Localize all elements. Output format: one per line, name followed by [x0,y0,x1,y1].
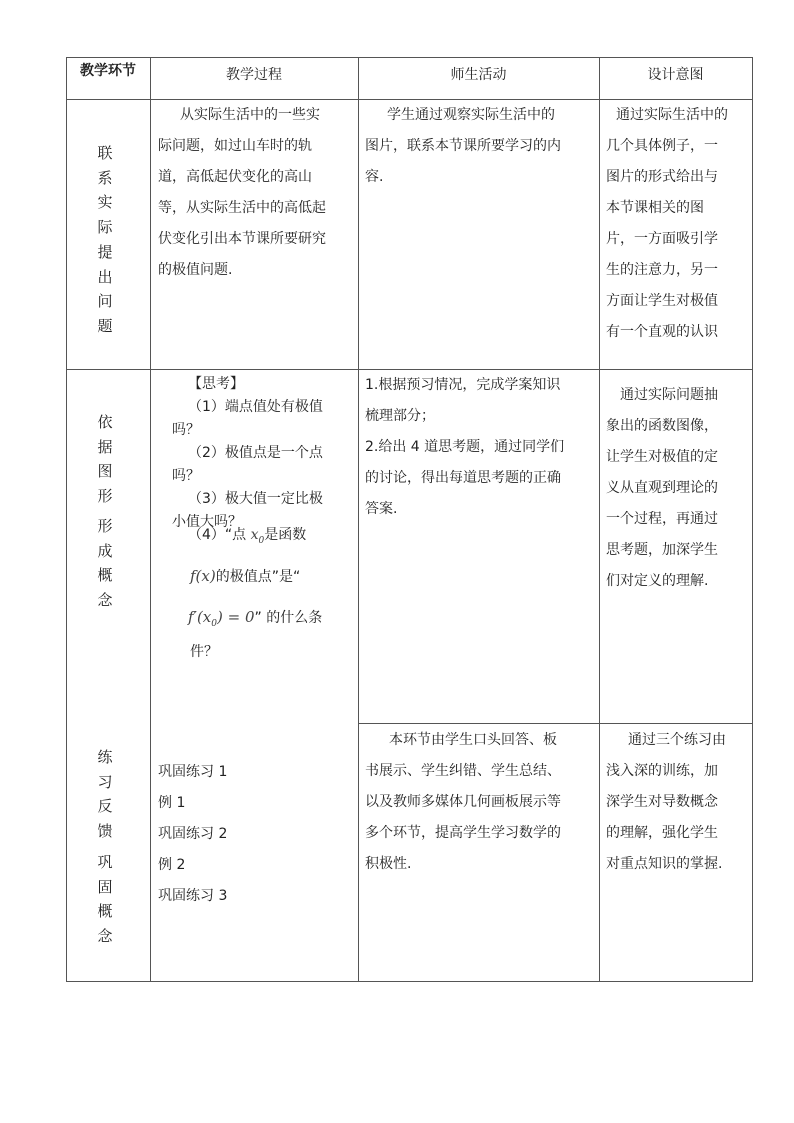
section3-intent-text: 通过三个练习由 浅入深的训练，加 深学生对导数概念 的理解，强化学生 对重点知识的掌握. [606,732,726,872]
col1-divider [150,57,151,982]
section1-intent-text: 通过实际生活中的 几个具体例子，一 图片的形式给出与 本节课相关的图 片，一方面吸引学 生的注意力，另一 方面让学生对极值 有一个直观的认识 [606,107,728,340]
header-teaching-process: 教学过程 [226,67,282,83]
question-2: （2）极值点是一个点 [188,445,323,461]
list-item: 巩固练习 2 [158,826,228,842]
question-4-line4: 件？ [190,644,218,660]
stage-label-based-on-graph: 依 据 图 形 [97,413,113,505]
question-4-line3: $f'(x_0) = 0$” 的什么条 [188,608,323,629]
table-top-border [66,57,753,58]
list-item: 巩固练习 1 [158,764,228,780]
stage-label-connect-reality: 联 系 实 际 [97,144,113,236]
question-3: （3）极大值一定比极 [188,491,323,507]
stage-label-practice-feedback: 练 习 反 馈 [97,748,113,840]
list-item: 巩固练习 3 [158,888,228,904]
stage-label-consolidate-concept: 巩 固 概 念 [97,853,113,945]
think-title: 【思考】 [188,376,244,392]
question-1: （1）端点值处有极值 [188,399,323,415]
question-4-line1: （4）“点 $x_0$是函数 [188,527,307,546]
section3-process-list [158,757,356,912]
section1-process-text: 从实际生活中的一些实 际问题，如过山车时的轨 道，高低起伏变化的高山 等，从实际生活中的高低起 伏变化引出本节课所要研究 的极值问题. [158,107,326,278]
col2-divider [358,57,359,982]
table-left-border [66,57,67,982]
list-item: 例 1 [158,795,186,811]
header-teaching-stage: 教学环节 [80,63,136,79]
table-bottom-border [66,981,753,982]
header-teacher-student-activity: 师生活动 [450,67,507,83]
row2-partial-border [358,723,753,724]
table-right-border [752,57,753,982]
section2-activity-text: 1.根据预习情况，完成学案知识 梳理部分； 2.给出 4 道思考题，通过同学们 的讨论，得出每道思考题的正确 答案. [365,377,565,517]
section2-think-questions: 【思考】 （1）端点值处有极值 吗？ （2）极值点是一个点 吗？ （3）极大值一定比极 小值大吗？ [158,373,356,534]
question-4-line2: f(x)的极值点”是“ [190,567,301,585]
section3-activity-text: 本环节由学生口头回答、板 书展示、学生纠错、学生总结、 以及教师多媒体几何画板展示等 多个环节，提高学生学习数学的 积极性. [365,732,561,872]
section2-intent-text: 通过实际问题抽 象出的函数图像， 让学生对极值的定 义从直观到理论的 一个过程，再通过 思考题，加深学生 们对定义的理解. [606,387,718,589]
list-item: 例 2 [158,857,186,873]
stage-label-raise-problem: 提 出 问 题 [97,243,113,335]
section1-activity-text: 学生通过观察实际生活中的 图片，联系本节课所要学习的内 容. [365,107,561,185]
col3-divider [599,57,600,982]
stage-label-form-concept: 形 成 概 念 [97,517,113,609]
header-design-intent: 设计意图 [647,67,704,83]
